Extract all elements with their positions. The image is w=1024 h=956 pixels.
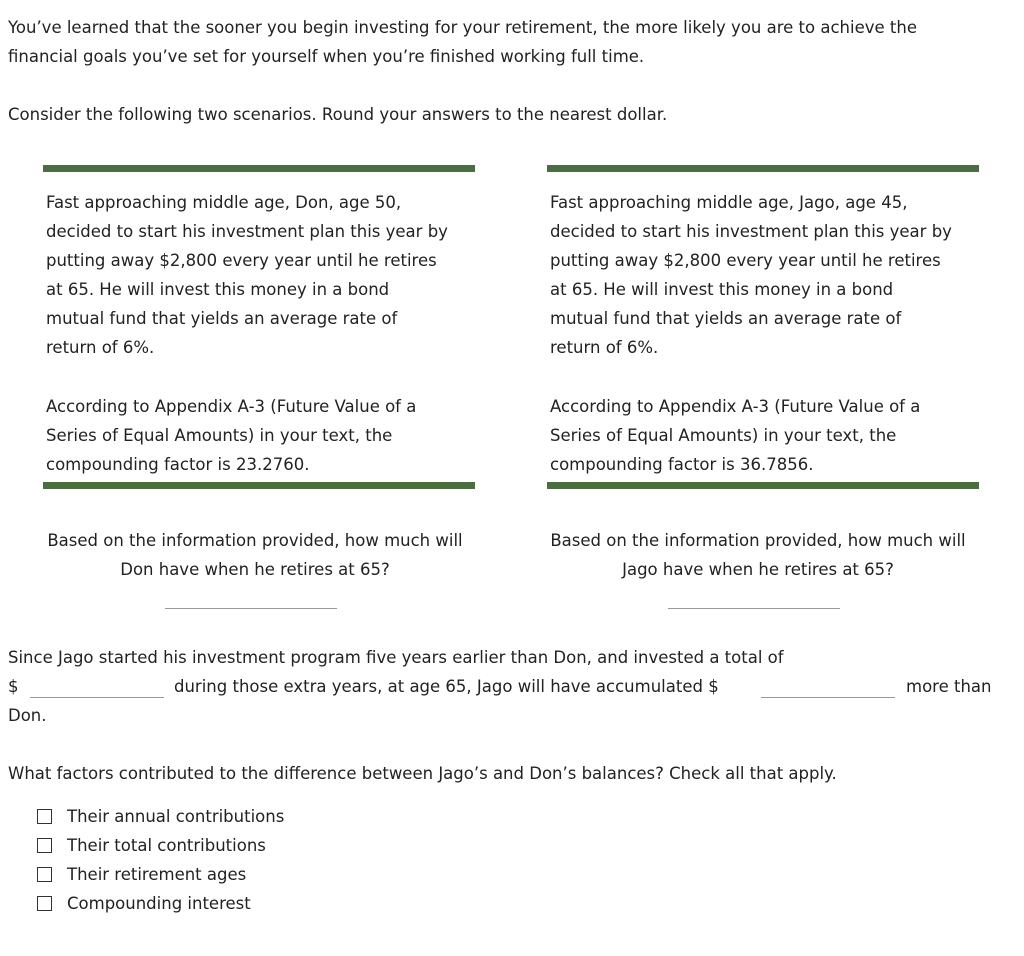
factor-line: According to Appendix A-3 (Future Value of a — [550, 397, 921, 416]
factor-label: Compounding interest — [67, 894, 251, 913]
scenario-don-compounding-factor — [46, 392, 466, 479]
extra-accumulated-input[interactable] — [761, 697, 895, 698]
factor-label: Their annual contributions — [67, 807, 285, 826]
scenario-line: putting away $2,800 every year until he retires — [550, 251, 941, 270]
factor-option[interactable] — [37, 889, 284, 918]
summary-dollar-sign: $ — [8, 677, 19, 696]
scenario-don-panel — [43, 165, 475, 489]
scenario-jago-panel — [547, 165, 979, 489]
scenario-line: decided to start his investment plan this year by — [46, 222, 448, 241]
summary-end-text: more than — [906, 677, 992, 696]
scenario-line: mutual fund that yields an average rate of — [46, 309, 398, 328]
don-question — [20, 526, 490, 584]
factor-line: compounding factor is 36.7856. — [550, 455, 814, 474]
factors-question: What factors contributed to the difference between Jago’s and Don’s balances? Check all that apply. — [8, 764, 837, 783]
jago-question — [523, 526, 993, 584]
factors-checklist — [37, 802, 284, 918]
don-answer-input[interactable] — [165, 608, 337, 609]
scenario-don-description — [46, 188, 476, 362]
factor-label: Their retirement ages — [67, 865, 247, 884]
question-line: Don have when he retires at 65? — [120, 560, 390, 579]
checkbox[interactable] — [37, 838, 52, 853]
scenario-line: Fast approaching middle age, Jago, age 45, — [550, 193, 908, 212]
scenario-line: putting away $2,800 every year until he retires — [46, 251, 437, 270]
extra-investment-input[interactable] — [30, 697, 164, 698]
scenario-line: mutual fund that yields an average rate of — [550, 309, 902, 328]
checkbox[interactable] — [37, 809, 52, 824]
summary-line-1: Since Jago started his investment program five years earlier than Don, and invested a total of — [8, 648, 784, 667]
question-line: Jago have when he retires at 65? — [622, 560, 894, 579]
checkbox[interactable] — [37, 867, 52, 882]
question-line: Based on the information provided, how much will — [550, 531, 966, 550]
jago-answer-input[interactable] — [668, 608, 840, 609]
factor-option[interactable] — [37, 802, 284, 831]
scenario-line: return of 6%. — [46, 338, 155, 357]
factor-line: Series of Equal Amounts) in your text, the — [550, 426, 897, 445]
intro-text — [8, 13, 998, 71]
summary-middle-text: during those extra years, at age 65, Jago will have accumulated $ — [174, 677, 719, 696]
factor-line: Series of Equal Amounts) in your text, the — [46, 426, 393, 445]
scenario-jago-compounding-factor — [550, 392, 970, 479]
factor-label: Their total contributions — [67, 836, 266, 855]
summary-line-3: Don. — [8, 706, 47, 725]
question-line: Based on the information provided, how much will — [47, 531, 463, 550]
scenario-line: return of 6%. — [550, 338, 659, 357]
scenario-line: at 65. He will invest this money in a bond — [550, 280, 894, 299]
checkbox[interactable] — [37, 896, 52, 911]
scenario-jago-description — [550, 188, 980, 362]
scenario-line: decided to start his investment plan this year by — [550, 222, 952, 241]
intro-line-1: You’ve learned that the sooner you begin investing for your retirement, the more likely you are to achieve the — [8, 18, 917, 37]
factor-option[interactable] — [37, 831, 284, 860]
scenario-line: Fast approaching middle age, Don, age 50, — [46, 193, 402, 212]
factor-option[interactable] — [37, 860, 284, 889]
scenario-line: at 65. He will invest this money in a bond — [46, 280, 390, 299]
instructions: Consider the following two scenarios. Round your answers to the nearest dollar. — [8, 105, 668, 124]
factor-line: According to Appendix A-3 (Future Value of a — [46, 397, 417, 416]
factor-line: compounding factor is 23.2760. — [46, 455, 310, 474]
intro-line-2: financial goals you’ve set for yourself when you’re finished working full time. — [8, 47, 645, 66]
